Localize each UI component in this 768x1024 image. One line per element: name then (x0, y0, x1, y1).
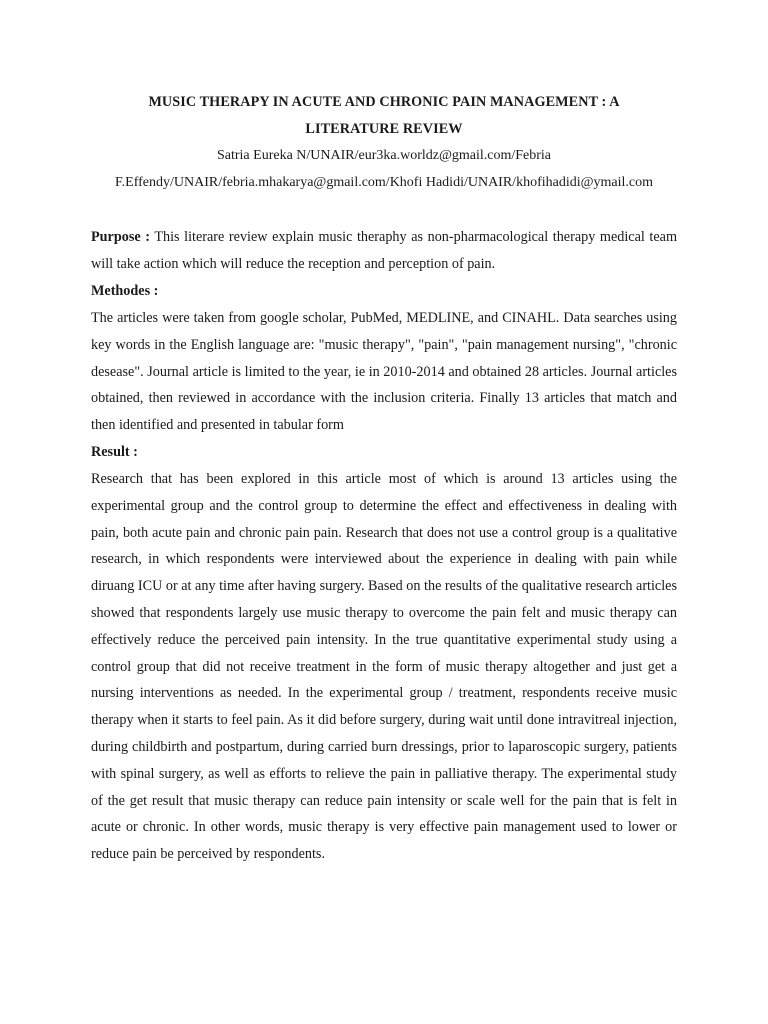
title-line-2: LITERATURE REVIEW (305, 121, 463, 137)
result-paragraph: Research that has been explored in this article most of which is around 13 articles using the experimental group and the control group to determine the effect and effectiveness in dealing with pain, both acute pain and chronic pain pain. Research that does not use a control group is a qualitative research, in which respondents were interviewed about the experience in dealing with pain while diruang ICU or at any time after having surgery. Based on the results of the qualitative research articles showed that respondents largely use music therapy to overcome the pain felt and music therapy can effectively reduce the perceived pain intensity. In the true quantitative experimental study using a control group that did not receive treatment in the form of music therapy altogether and just get a nursing interventions as needed. In the experimental group / treatment, respondents receive music therapy when it starts to feel pain. As it did before surgery, during wait until done intravitreal injection, during childbirth and postpartum, during carried burn dressings, prior to laparoscopic surgery, patients with spinal surgery, as well as efforts to relieve the pain in palliative therapy. The experimental study of the get result that music therapy can reduce pain intensity or scale well for the pain that is felt in acute or chronic. In other words, music therapy is very effective pain management used to lower or reduce pain be perceived by respondents. (91, 471, 677, 863)
authors-line-1: Satria Eureka N/UNAIR/eur3ka.worldz@gmail.com/Febria (216, 148, 552, 163)
purpose-label: Purpose : (91, 229, 150, 245)
result-heading: Result : (91, 444, 138, 460)
methodes-heading: Methodes : (91, 283, 159, 299)
title-line-1: MUSIC THERAPY IN ACUTE AND CHRONIC PAIN MANAGEMENT : A (148, 94, 620, 110)
authors-line-2: F.Effendy/UNAIR/febria.mhakarya@gmail.com/Khofi Hadidi/UNAIR/khofihadidi@ymail.com (114, 175, 653, 190)
purpose-text: This literare review explain music theraphy as non-pharmacological therapy medical team will take action which will reduce the reception and perception of pain. (91, 229, 677, 272)
methodes-paragraph: The articles were taken from google scholar, PubMed, MEDLINE, and CINAHL. Data searches using key words in the English language are: "music therapy", "pain", "pain management nursing", "chronic desease". Journal article is limited to the year, ie in 2010-2014 and obtained 28 articles. Journal articles obtained, then reviewed in accordance with the inclusion criteria. Finally 13 articles that match and then identified and presented in tabular form (91, 310, 677, 434)
purpose-paragraph (91, 224, 677, 278)
